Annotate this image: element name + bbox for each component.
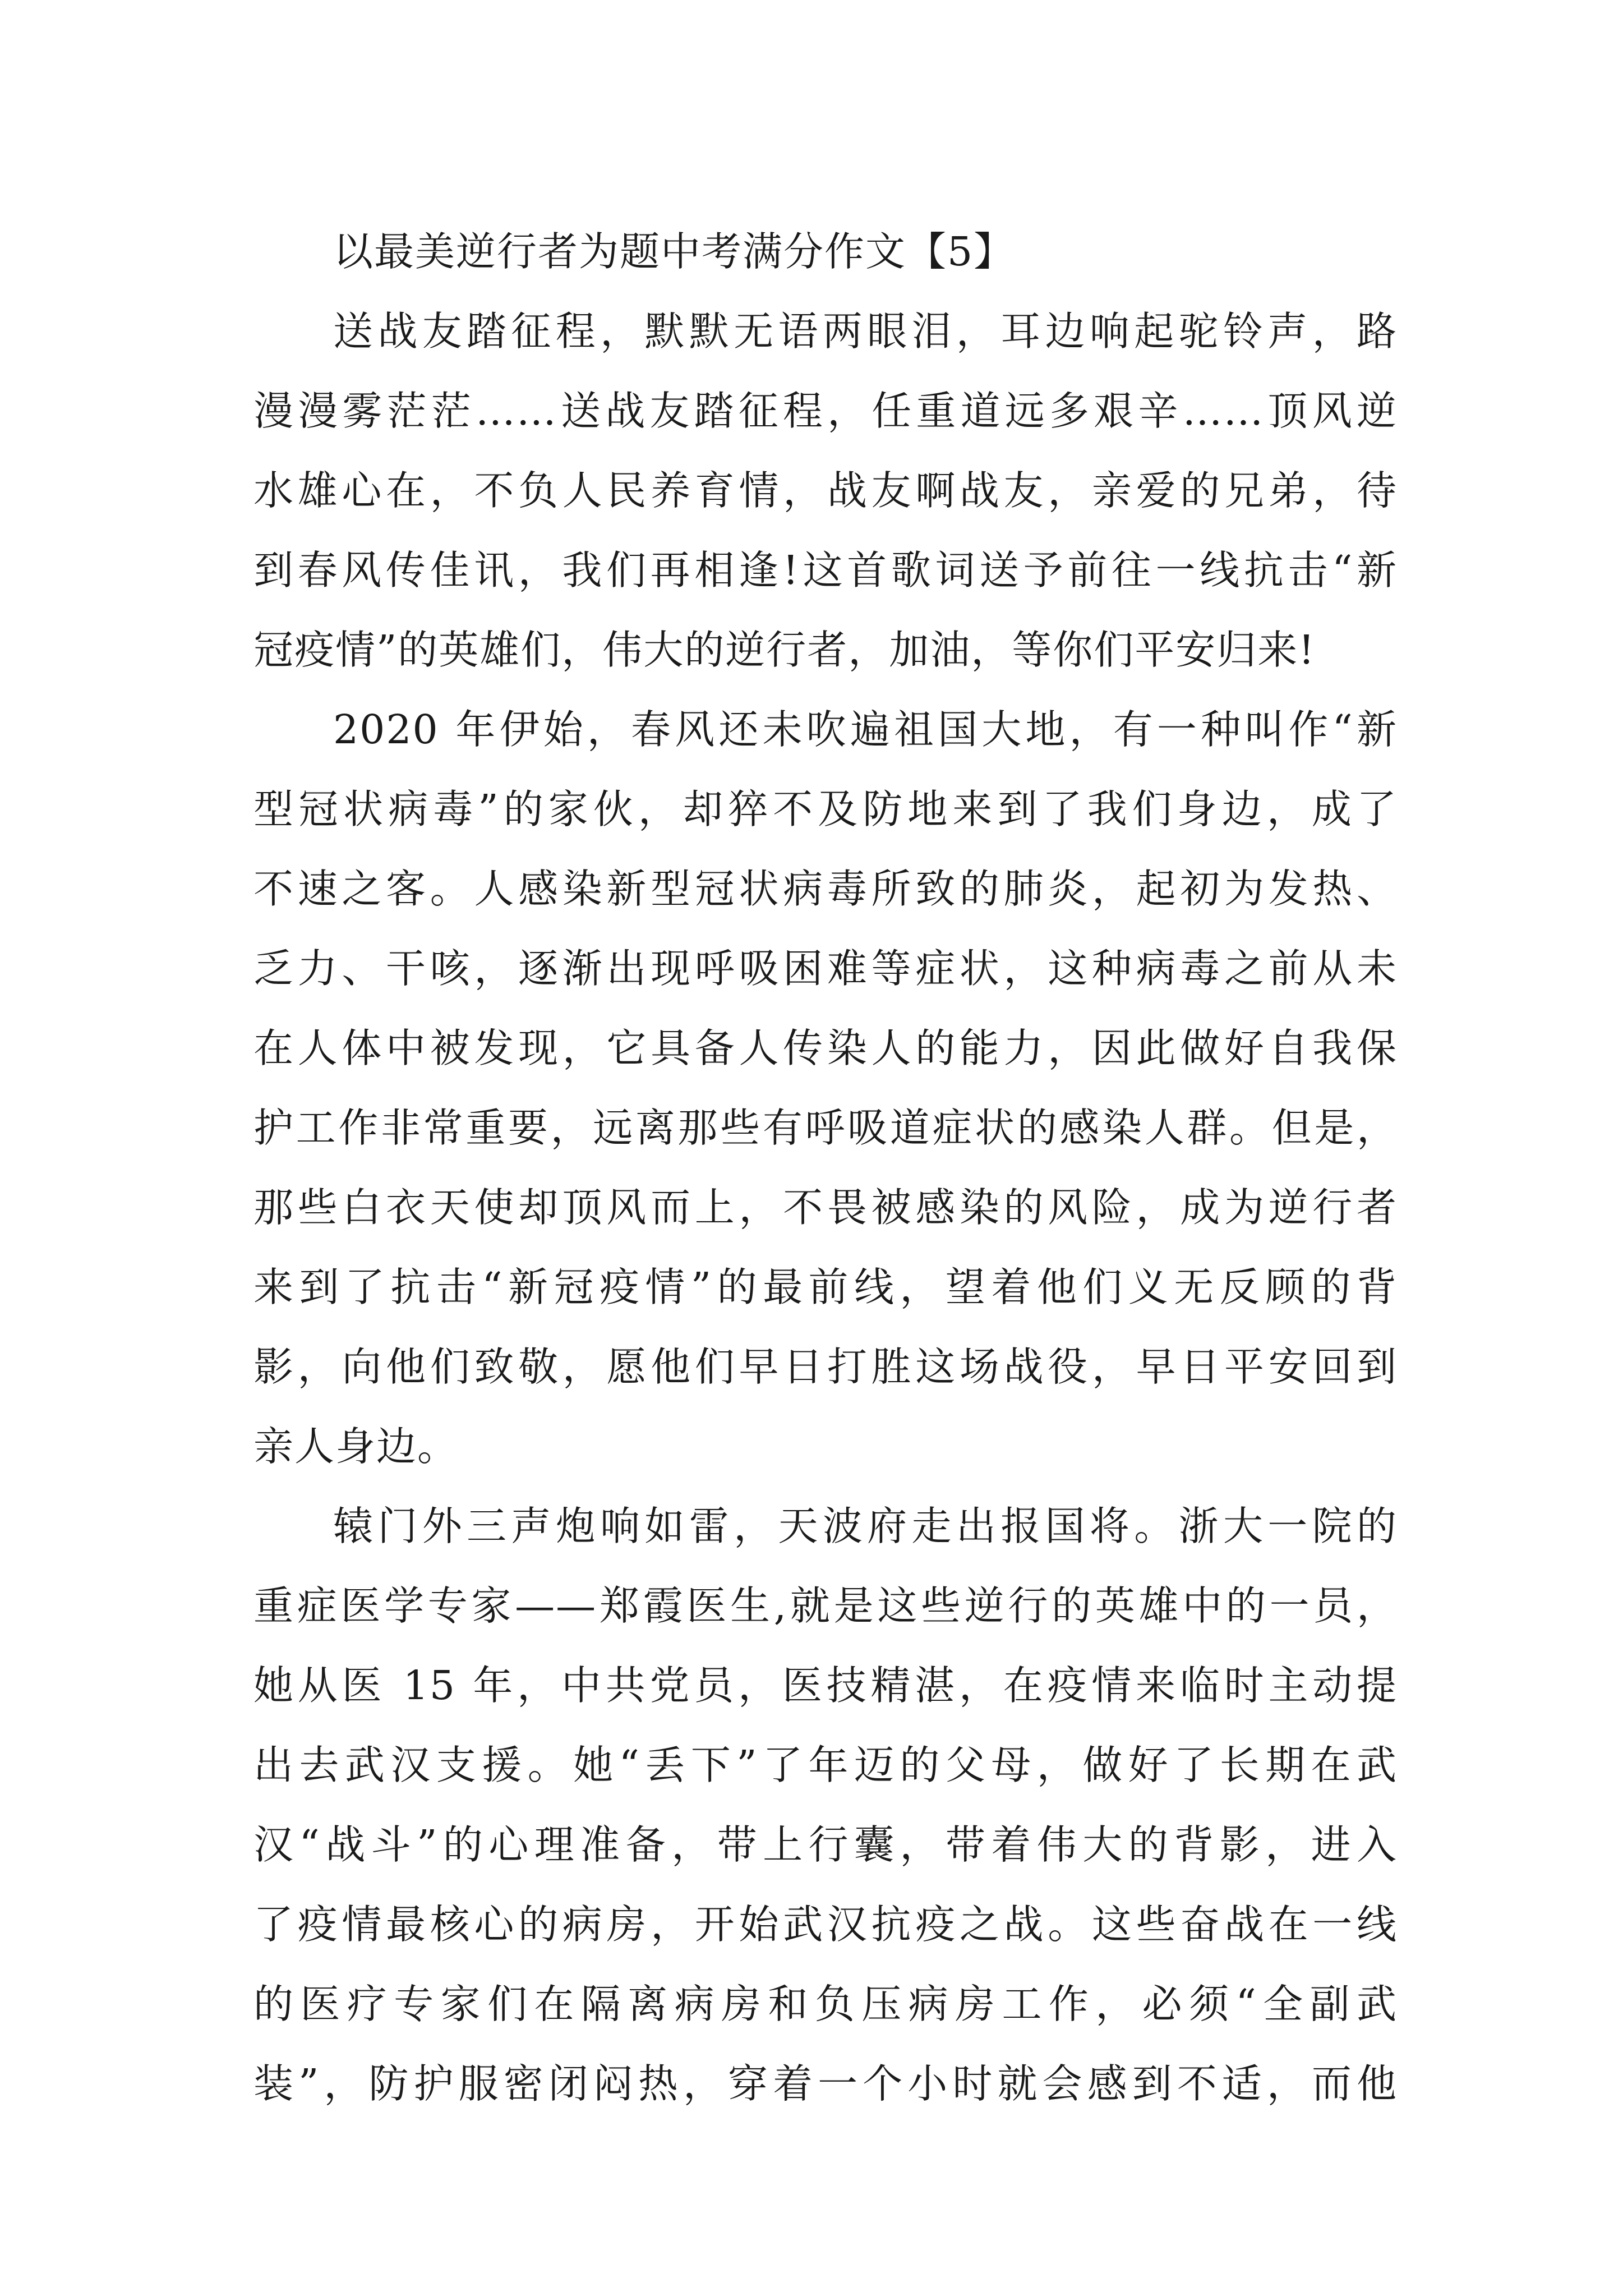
paragraph-2 [253, 690, 1398, 1487]
paragraph-line: 在人体中被发现，它具备人传染人的能力，因此做好自我保 [253, 1025, 1398, 1071]
document-body [253, 212, 1398, 2124]
paragraph-line: 那些白衣天使却顶风而上，不畏被感染的风险，成为逆行者 [253, 1184, 1398, 1231]
paragraph-line: 护工作非常重要，远离那些有呼吸道症状的感染人群。但是， [253, 1105, 1398, 1151]
paragraph-line: 型冠状病毒”的家伙，却猝不及防地来到了我们身边，成了 [253, 786, 1398, 832]
paragraph-line: 辕门外三声炮响如雷，天波府走出报国将。浙大一院的 [333, 1503, 1398, 1549]
paragraph-1 [253, 292, 1398, 690]
paragraph-line: 冠疫情”的英雄们，伟大的逆行者，加油，等你们平安归来! [253, 627, 1316, 673]
paragraph-line: 水雄心在，不负人民养育情，战友啊战友，亲爱的兄弟，待 [253, 467, 1398, 514]
paragraph-line: 重症医学专家——郑霞医生,就是这些逆行的英雄中的一员， [253, 1582, 1398, 1629]
paragraph-line: 漫漫雾茫茫……送战友踏征程，任重道远多艰辛……顶风逆 [253, 388, 1398, 434]
paragraph-line: 出去武汉支援。她“丢下”了年迈的父母，做好了长期在武 [253, 1742, 1398, 1788]
paragraph-line: 来到了抗击“新冠疫情”的最前线，望着他们义无反顾的背 [253, 1264, 1398, 1310]
paragraph-3 [253, 1487, 1398, 2124]
paragraph-line: 汉“战斗”的心理准备，带上行囊，带着伟大的背影，进入 [253, 1821, 1398, 1868]
paragraph-line: 2020 年伊始，春风还未吹遍祖国大地，有一种叫作“新 [333, 706, 1398, 753]
document-title: 以最美逆行者为题中考满分作文【5】 [333, 228, 1015, 275]
paragraph-line: 影，向他们致敬，愿他们早日打胜这场战役，早日平安回到 [253, 1343, 1398, 1390]
paragraph-line: 亲人身边。 [253, 1423, 459, 1470]
paragraph-line: 装”，防护服密闭闷热，穿着一个小时就会感到不适，而他 [253, 2060, 1398, 2107]
paragraph-line: 了疫情最核心的病房，开始武汉抗疫之战。这些奋战在一线 [253, 1901, 1398, 1948]
paragraph-line: 她从医 15 年，中共党员，医技精湛，在疫情来临时主动提 [253, 1662, 1398, 1709]
paragraph-line: 到春风传佳讯，我们再相逢!这首歌词送予前往一线抗击“新 [253, 547, 1398, 593]
paragraph-line: 送战友踏征程，默默无语两眼泪，耳边响起驼铃声，路 [333, 308, 1398, 355]
paragraph-line: 的医疗专家们在隔离病房和负压病房工作，必须“全副武 [253, 1981, 1398, 2027]
paragraph-line: 不速之客。人感染新型冠状病毒所致的肺炎，起初为发热、 [253, 866, 1398, 912]
paragraph-line: 乏力、干咳，逐渐出现呼吸困难等症状，这种病毒之前从未 [253, 945, 1398, 992]
